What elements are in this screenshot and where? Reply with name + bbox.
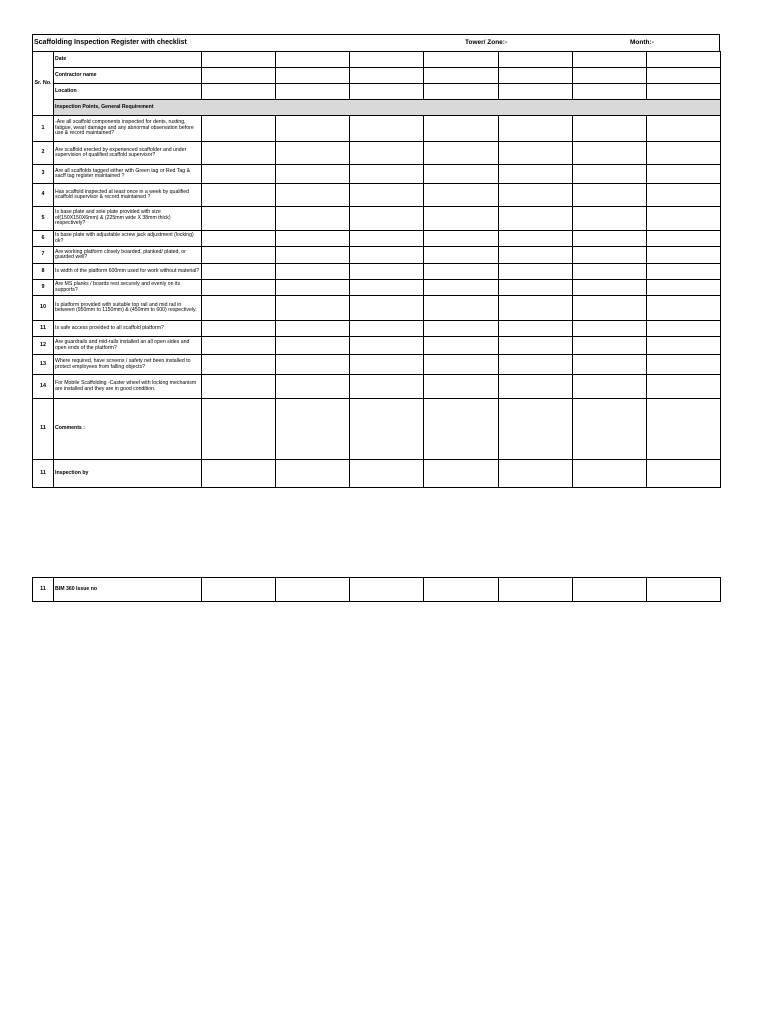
bim-entry-cell[interactable] — [499, 578, 573, 602]
bim-entry-cell[interactable] — [202, 578, 276, 602]
item-entry-cell[interactable] — [424, 231, 499, 247]
table-row — [33, 165, 721, 184]
header-date-entry-cell[interactable] — [350, 52, 424, 68]
item-entry-cell[interactable] — [202, 165, 276, 184]
item-entry-cell[interactable] — [350, 184, 424, 207]
item-entry-cell[interactable] — [573, 337, 647, 355]
item-entry-cell[interactable] — [350, 247, 424, 264]
item-entry-cell[interactable] — [202, 184, 276, 207]
item-entry-cell[interactable] — [573, 280, 647, 296]
item-entry-cell[interactable] — [573, 116, 647, 142]
item-entry-cell[interactable] — [424, 355, 499, 375]
item-entry-cell[interactable] — [350, 207, 424, 231]
item-entry-cell[interactable] — [424, 142, 499, 165]
header-label-location: Location — [54, 84, 202, 100]
item-entry-cell[interactable] — [647, 184, 721, 207]
item-entry-cell[interactable] — [424, 165, 499, 184]
item-entry-cell[interactable] — [647, 355, 721, 375]
item-entry-cell[interactable] — [499, 184, 573, 207]
table-row — [33, 184, 721, 207]
table-row — [33, 321, 721, 337]
header-contractor-entry-cell[interactable] — [202, 68, 276, 84]
header-contractor-entry-cell[interactable] — [276, 68, 350, 84]
header-location-entry-cell[interactable] — [647, 84, 721, 100]
item-entry-cell[interactable] — [647, 280, 721, 296]
comments-entry-cell[interactable] — [424, 399, 499, 460]
item-entry-cell[interactable] — [424, 264, 499, 280]
item-entry-cell[interactable] — [202, 264, 276, 280]
item-entry-cell[interactable] — [202, 280, 276, 296]
inspection-by-entry-cell[interactable] — [647, 460, 721, 488]
table-row — [33, 280, 721, 296]
item-entry-cell[interactable] — [424, 321, 499, 337]
item-entry-cell[interactable] — [350, 296, 424, 321]
item-question: Is platform provided with suitable top rail and mid rail in between (950mm to 1150mm) & (450mm to 600) respectively. — [54, 296, 202, 321]
header-location-entry-cell[interactable] — [276, 84, 350, 100]
item-entry-cell[interactable] — [499, 165, 573, 184]
item-entry-cell[interactable] — [647, 231, 721, 247]
header-location-entry-cell[interactable] — [350, 84, 424, 100]
item-entry-cell[interactable] — [276, 264, 350, 280]
item-number: 14 — [33, 375, 54, 399]
item-entry-cell[interactable] — [499, 296, 573, 321]
bim-section — [32, 577, 720, 602]
item-number: 1 — [33, 116, 54, 142]
inspection-by-entry-cell[interactable] — [276, 460, 350, 488]
item-entry-cell[interactable] — [647, 116, 721, 142]
bim-entry-cell[interactable] — [350, 578, 424, 602]
item-entry-cell[interactable] — [202, 375, 276, 399]
item-entry-cell[interactable] — [202, 116, 276, 142]
table-row — [33, 375, 721, 399]
item-entry-cell[interactable] — [202, 321, 276, 337]
header-date-entry-cell[interactable] — [202, 52, 276, 68]
item-entry-cell[interactable] — [202, 231, 276, 247]
item-number: 13 — [33, 355, 54, 375]
checklist-table — [32, 51, 721, 488]
item-entry-cell[interactable] — [202, 296, 276, 321]
item-number: 4 — [33, 184, 54, 207]
item-entry-cell[interactable] — [499, 116, 573, 142]
item-entry-cell[interactable] — [647, 375, 721, 399]
table-row — [33, 296, 721, 321]
item-entry-cell[interactable] — [350, 375, 424, 399]
inspection-by-entry-cell[interactable] — [202, 460, 276, 488]
header-date-entry-cell[interactable] — [647, 52, 721, 68]
header-label-date: Date — [54, 52, 202, 68]
comments-entry-cell[interactable] — [499, 399, 573, 460]
item-question: Is base plate with adjustable screw jack adjustment (locking) ok? — [54, 231, 202, 247]
table-row — [33, 337, 721, 355]
item-entry-cell[interactable] — [276, 296, 350, 321]
item-number: 9 — [33, 280, 54, 296]
item-entry-cell[interactable] — [499, 337, 573, 355]
item-entry-cell[interactable] — [350, 142, 424, 165]
header-location-entry-cell[interactable] — [573, 84, 647, 100]
item-number: 12 — [33, 337, 54, 355]
item-entry-cell[interactable] — [350, 321, 424, 337]
table-row — [33, 247, 721, 264]
comments-entry-cell[interactable] — [573, 399, 647, 460]
item-number: 6 — [33, 231, 54, 247]
item-entry-cell[interactable] — [573, 296, 647, 321]
inspection-by-label: Inspection by — [54, 460, 202, 488]
item-question: -Are all scaffold components inspected for dents, rusting, fatigue, wear/ damage and any abnormal observation before use & record maintained? — [54, 116, 202, 142]
item-entry-cell[interactable] — [573, 184, 647, 207]
item-entry-cell[interactable] — [573, 264, 647, 280]
table-row — [33, 142, 721, 165]
item-entry-cell[interactable] — [202, 337, 276, 355]
item-entry-cell[interactable] — [350, 165, 424, 184]
item-number: 11 — [33, 321, 54, 337]
item-entry-cell[interactable] — [499, 355, 573, 375]
item-question: Are guardrails and mid-rails installed an all open sides and open ends of the platform? — [54, 337, 202, 355]
table-row — [33, 355, 721, 375]
item-entry-cell[interactable] — [202, 355, 276, 375]
item-entry-cell[interactable] — [647, 321, 721, 337]
item-entry-cell[interactable] — [424, 247, 499, 264]
item-entry-cell[interactable] — [424, 280, 499, 296]
table-row — [33, 231, 721, 247]
inspection-by-entry-cell[interactable] — [573, 460, 647, 488]
item-entry-cell[interactable] — [350, 337, 424, 355]
item-entry-cell[interactable] — [276, 280, 350, 296]
item-entry-cell[interactable] — [276, 337, 350, 355]
item-entry-cell[interactable] — [647, 264, 721, 280]
item-question: Are scaffold erected by experienced scaffolder and under supervision of qualified scaffold supervisor? — [54, 142, 202, 165]
item-entry-cell[interactable] — [424, 207, 499, 231]
comments-number: 11 — [33, 399, 54, 460]
item-entry-cell[interactable] — [276, 321, 350, 337]
table-row — [33, 116, 721, 142]
item-entry-cell[interactable] — [573, 321, 647, 337]
comments-label: Comments : — [54, 399, 202, 460]
inspection-by-entry-cell[interactable] — [424, 460, 499, 488]
header-location-entry-cell[interactable] — [499, 84, 573, 100]
item-entry-cell[interactable] — [573, 375, 647, 399]
item-entry-cell[interactable] — [276, 184, 350, 207]
item-entry-cell[interactable] — [202, 142, 276, 165]
item-number: 10 — [33, 296, 54, 321]
item-question: Is base plate and sole plate provided with size of(150X150X6mm) & (225mm wide X 38mm thick) respectively? — [54, 207, 202, 231]
item-number: 3 — [33, 165, 54, 184]
item-entry-cell[interactable] — [276, 116, 350, 142]
header-label-contractor: Contractor name — [54, 68, 202, 84]
item-entry-cell[interactable] — [573, 247, 647, 264]
item-question: Where required, have screens / safety net been installed to protect employees from falling objects? — [54, 355, 202, 375]
item-question: Is safe access provided to all scaffold platform? — [54, 321, 202, 337]
header-date-entry-cell[interactable] — [499, 52, 573, 68]
item-entry-cell[interactable] — [647, 207, 721, 231]
header-location-entry-cell[interactable] — [202, 84, 276, 100]
table-row — [33, 264, 721, 280]
item-number: 5 — [33, 207, 54, 231]
item-entry-cell[interactable] — [499, 207, 573, 231]
item-entry-cell[interactable] — [424, 116, 499, 142]
item-question: For Mobile Scaffolding -Caster wheel with locking mechanism are installed and they are in good condition. — [54, 375, 202, 399]
item-entry-cell[interactable] — [276, 231, 350, 247]
bim-entry-cell[interactable] — [573, 578, 647, 602]
comments-entry-cell[interactable] — [202, 399, 276, 460]
item-question: Is width of the platform 600mm used for work without material? — [54, 264, 202, 280]
item-entry-cell[interactable] — [424, 375, 499, 399]
bim-entry-cell[interactable] — [647, 578, 721, 602]
item-number: 7 — [33, 247, 54, 264]
inspection-by-number: 11 — [33, 460, 54, 488]
item-entry-cell[interactable] — [499, 231, 573, 247]
item-entry-cell[interactable] — [499, 280, 573, 296]
item-entry-cell[interactable] — [276, 207, 350, 231]
item-number: 2 — [33, 142, 54, 165]
item-entry-cell[interactable] — [276, 375, 350, 399]
item-entry-cell[interactable] — [202, 207, 276, 231]
item-entry-cell[interactable] — [647, 165, 721, 184]
item-question: Are all scaffolds tagged either with Green tag or Red Tag & sacff tag register maintained ? — [54, 165, 202, 184]
bim-entry-cell[interactable] — [424, 578, 499, 602]
item-entry-cell[interactable] — [350, 280, 424, 296]
bim-number: 11 — [33, 578, 54, 602]
item-entry-cell[interactable] — [276, 247, 350, 264]
item-entry-cell[interactable] — [647, 247, 721, 264]
item-question: Are MS planks / boards rest securely and evenly on its supports? — [54, 280, 202, 296]
item-entry-cell[interactable] — [424, 337, 499, 355]
register-title: Scaffolding Inspection Register with checklist — [34, 39, 187, 46]
item-entry-cell[interactable] — [647, 142, 721, 165]
item-entry-cell[interactable] — [573, 142, 647, 165]
item-entry-cell[interactable] — [573, 207, 647, 231]
header-contractor-entry-cell[interactable] — [350, 68, 424, 84]
bim-table — [32, 577, 721, 602]
month-label: Month:- — [630, 39, 654, 46]
header-contractor-entry-cell[interactable] — [647, 68, 721, 84]
table-row — [33, 207, 721, 231]
bim-entry-cell[interactable] — [276, 578, 350, 602]
item-number: 8 — [33, 264, 54, 280]
inspection-by-entry-cell[interactable] — [499, 460, 573, 488]
item-entry-cell[interactable] — [276, 142, 350, 165]
header-contractor-entry-cell[interactable] — [573, 68, 647, 84]
header-location-entry-cell[interactable] — [424, 84, 499, 100]
item-entry-cell[interactable] — [424, 296, 499, 321]
section-title: Inspection Points, General Requirement — [54, 100, 721, 116]
comments-entry-cell[interactable] — [276, 399, 350, 460]
header-date-entry-cell[interactable] — [276, 52, 350, 68]
bim-label: BIM 360 Issue no — [54, 578, 202, 602]
sr-no-header: Sr. No. — [33, 52, 54, 116]
item-entry-cell[interactable] — [202, 247, 276, 264]
title-bar — [32, 34, 720, 51]
item-entry-cell[interactable] — [499, 247, 573, 264]
item-entry-cell[interactable] — [350, 355, 424, 375]
inspection-by-entry-cell[interactable] — [350, 460, 424, 488]
item-entry-cell[interactable] — [350, 231, 424, 247]
item-entry-cell[interactable] — [499, 321, 573, 337]
item-entry-cell[interactable] — [647, 337, 721, 355]
item-entry-cell[interactable] — [350, 116, 424, 142]
item-entry-cell[interactable] — [499, 264, 573, 280]
item-entry-cell[interactable] — [499, 375, 573, 399]
item-entry-cell[interactable] — [647, 296, 721, 321]
header-date-entry-cell[interactable] — [424, 52, 499, 68]
item-entry-cell[interactable] — [573, 231, 647, 247]
tower-zone-label: Tower/ Zone:- — [465, 39, 508, 46]
item-entry-cell[interactable] — [573, 355, 647, 375]
item-entry-cell[interactable] — [499, 142, 573, 165]
header-contractor-entry-cell[interactable] — [499, 68, 573, 84]
item-entry-cell[interactable] — [573, 165, 647, 184]
header-contractor-entry-cell[interactable] — [424, 68, 499, 84]
item-entry-cell[interactable] — [276, 165, 350, 184]
inspection-register — [32, 34, 720, 488]
item-entry-cell[interactable] — [350, 264, 424, 280]
item-entry-cell[interactable] — [276, 355, 350, 375]
header-date-entry-cell[interactable] — [573, 52, 647, 68]
item-entry-cell[interactable] — [424, 184, 499, 207]
comments-entry-cell[interactable] — [647, 399, 721, 460]
item-question: Are working platform closely boarded, planked/ plated, or guarded well? — [54, 247, 202, 264]
item-question: Has scaffold inspected at least once in a week by qualified scaffold supervisor & record maintained ? — [54, 184, 202, 207]
comments-entry-cell[interactable] — [350, 399, 424, 460]
